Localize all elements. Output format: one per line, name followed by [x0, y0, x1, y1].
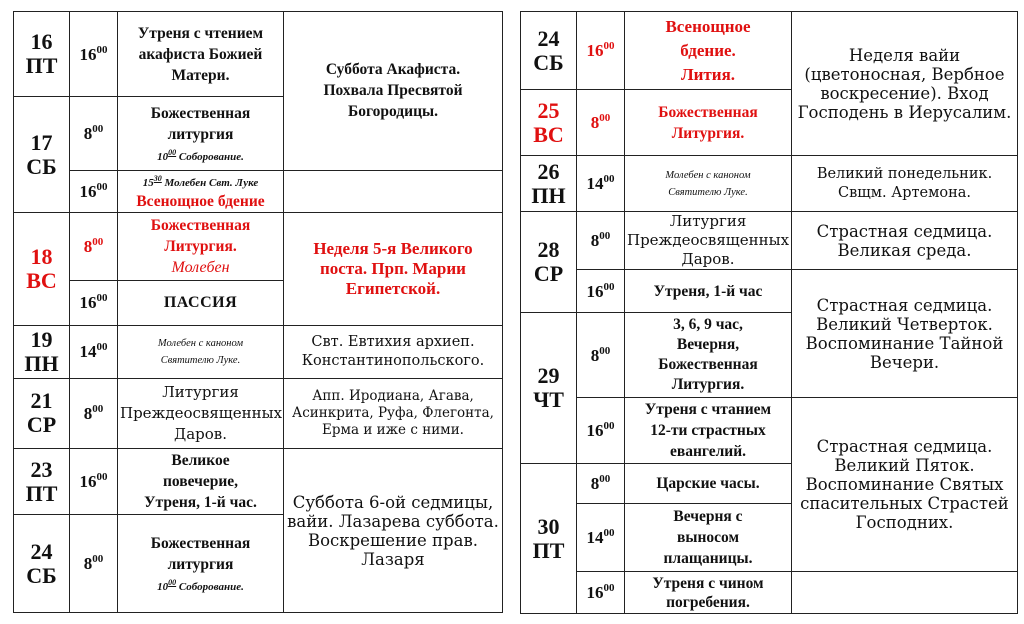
- date-17: 17 СБ: [14, 97, 70, 213]
- commemoration-cell: Великий понедельник. Свщм. Артемона.: [792, 156, 1018, 212]
- empty-cell: [284, 170, 503, 212]
- service-cell: Божественная Литургия.: [625, 90, 792, 156]
- service-cell: Утреня с чтанием 12-ти страстных евангелий.: [625, 398, 792, 464]
- date-23: 23 ПТ: [14, 449, 70, 515]
- time-cell: $14^{00}$: [70, 325, 118, 378]
- date-21: 21 СР: [14, 378, 70, 448]
- service-cell: Литургия Преждеосвященных Даров.: [625, 212, 792, 270]
- date-18: 18 ВС: [14, 212, 70, 325]
- time-cell: $8^{00}$: [577, 90, 625, 156]
- date-26: 26 ПН: [521, 156, 577, 212]
- feast-cell: Страстная седмица. Великий Пяток. Воспоминание Святых спасительных Страстей Господних.: [792, 398, 1018, 572]
- date-25: 25 ВС: [521, 90, 577, 156]
- date-28: 28 СР: [521, 212, 577, 313]
- service-cell: Царские часы.: [625, 464, 792, 504]
- time-cell: $8^{00}$: [577, 313, 625, 398]
- service-cell: Всенощное бдение. Лития.: [625, 12, 792, 90]
- date-30: 30 ПТ: [521, 464, 577, 614]
- service-cell: Божественная Литургия. Молебен: [118, 212, 284, 280]
- service-note: $10^{00}$ Соборование.: [157, 147, 244, 163]
- date-19: 19 ПН: [14, 325, 70, 378]
- feast-cell: Неделя 5-я Великого поста. Прп. Марии Египетской.: [284, 212, 503, 325]
- feast-cell: Страстная седмица. Великий Четверток. Воспоминание Тайной Вечери.: [792, 270, 1018, 398]
- date-29: 29 ЧТ: [521, 313, 577, 464]
- weekday: ПТ: [25, 53, 58, 79]
- service-cell: Божественная литургия $10^{00}$ Соборование.: [118, 97, 284, 170]
- service-cell: Литургия Преждеосвященных Даров.: [118, 378, 284, 448]
- time-cell: $16^{00}$: [70, 12, 118, 97]
- time-cell: $16^{00}$: [577, 572, 625, 614]
- time-cell: $8^{00}$: [70, 97, 118, 170]
- service-cell: Великое повечерие, Утреня, 1-й час.: [118, 449, 284, 515]
- empty-cell: [792, 572, 1018, 614]
- commemoration-cell: Страстная седмица. Великая среда.: [792, 212, 1018, 270]
- time-cell: $8^{00}$: [70, 515, 118, 613]
- service-cell: 3, 6, 9 час, Вечерня, Божественная Литургия.: [625, 313, 792, 398]
- service-cell: Утреня, 1-й час: [625, 270, 792, 313]
- time-cell: $16^{00}$: [70, 281, 118, 325]
- service-cell: ПАССИЯ: [118, 281, 284, 325]
- commemoration-cell: Апп. Иродиана, Агава, Асинкрита, Руфа, Флегонта, Ерма и иже с ними.: [284, 378, 503, 448]
- schedule-table-left: [13, 11, 503, 613]
- service-cell: Вечерня с выносом плащаницы.: [625, 504, 792, 572]
- service-cell: Божественная литургия $10^{00}$ Соборование.: [118, 515, 284, 613]
- time-cell: $16^{00}$: [577, 270, 625, 313]
- service-cell: Молебен с каноном Святителю Луке.: [118, 325, 284, 378]
- time-cell: $8^{00}$: [70, 378, 118, 448]
- service-note: $15^{30}$ Молебен Свт. Луке: [142, 173, 259, 189]
- time-cell: $8^{00}$: [70, 212, 118, 280]
- time-cell: $8^{00}$: [577, 464, 625, 504]
- time-cell: $8^{00}$: [577, 212, 625, 270]
- day-number: 16: [30, 29, 53, 55]
- date-16: [14, 12, 70, 97]
- time-cell: $16^{00}$: [70, 449, 118, 515]
- service-note: $10^{00}$ Соборование.: [157, 577, 244, 593]
- time-cell: $16^{00}$: [577, 12, 625, 90]
- time-cell: $16^{00}$: [577, 398, 625, 464]
- commemoration-cell: Свт. Евтихия архиеп. Константинопольского.: [284, 325, 503, 378]
- time-cell: $16^{00}$: [70, 170, 118, 212]
- service-cell: Молебен с каноном Святителю Луке.: [625, 156, 792, 212]
- date-24: 24 СБ: [14, 515, 70, 613]
- schedule-table-right: [520, 11, 1018, 614]
- service-cell: Утреня с чином погребения.: [625, 572, 792, 614]
- feast-cell: Суббота 6-ой седмицы, вайи. Лазарева суббота. Воскрешение прав. Лазаря: [284, 449, 503, 613]
- time-cell: $14^{00}$: [577, 504, 625, 572]
- feast-cell: Суббота Акафиста. Похвала Пресвятой Богородицы.: [284, 12, 503, 171]
- date-24: 24 СБ: [521, 12, 577, 90]
- time-cell: $14^{00}$: [577, 156, 625, 212]
- service-cell: $15^{30}$ Молебен Свт. Луке Всенощное бдение: [118, 170, 284, 212]
- service-cell: Утреня с чтением акафиста Божией Матери.: [118, 12, 284, 97]
- feast-cell: Неделя вайи (цветоносная, Вербное воскресение). Вход Господень в Иерусалим.: [792, 12, 1018, 156]
